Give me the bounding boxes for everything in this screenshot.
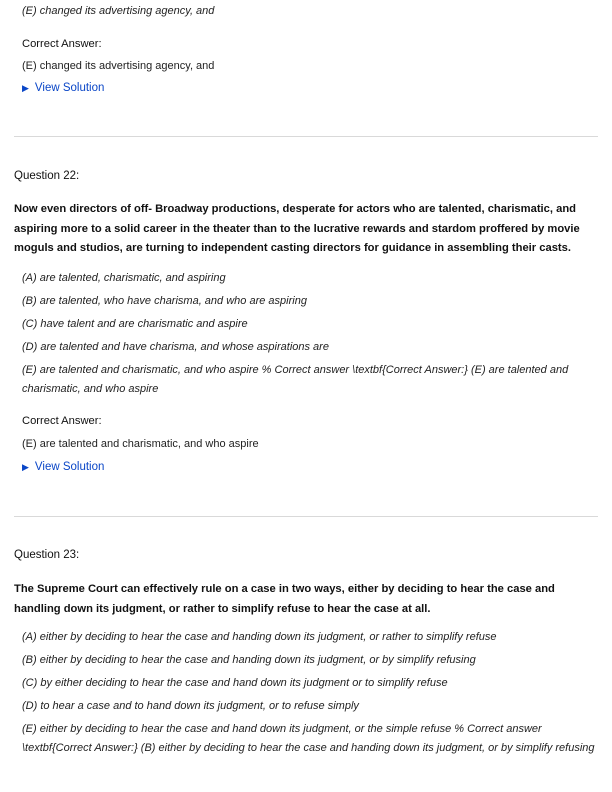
q23-option-a[interactable]: (A) either by deciding to hear the case and handing down its judgment, or rather to simplify refuse: [22, 631, 497, 643]
q22-correct-answer-value: (E) are talented and charismatic, and who aspire: [22, 438, 259, 450]
q22-correct-answer-label: Correct Answer:: [22, 415, 102, 427]
divider: [14, 516, 598, 517]
q22-view-solution-link[interactable]: [22, 461, 104, 473]
q23-option-c[interactable]: (C) by either deciding to hear the case and hand down its judgment or to simplify refuse: [22, 677, 448, 689]
q22-option-e[interactable]: (E) are talented and charismatic, and who aspire % Correct answer \textbf{Correct Answer:} (E) are talented and charismatic, and who aspire: [22, 364, 569, 395]
divider: [14, 136, 598, 137]
q23-option-d[interactable]: (D) to hear a case and to hand down its judgment, or to refuse simply: [22, 700, 359, 712]
triangle-right-icon: ▶: [22, 83, 29, 93]
q22-view-solution-label: View Solution: [34, 461, 105, 473]
q22-option-d[interactable]: (D) are talented and have charisma, and whose aspirations are: [22, 341, 329, 353]
prev-view-solution-label: View Solution: [34, 82, 105, 94]
prev-correct-answer-value: (E) changed its advertising agency, and: [22, 60, 215, 72]
question-22-stem: Now even directors of off- Broadway productions, desperate for actors who are talented, charismatic, and aspiring more to a solid career in the theater than to the lucrative rewards and stardom proffered by movie moguls and studios, are turning to independent casting directors for guidance in assembling their casts.: [14, 203, 580, 254]
question-22-title: Question 22:: [14, 170, 80, 182]
q23-option-e[interactable]: (E) either by deciding to hear the case and hand down its judgment, or the simple refuse % Correct answer \textbf{Correct Answer:} (B) either by deciding to hear the case and handing down its judgment, or by simplify refusing: [22, 723, 595, 754]
prev-option-e: (E) changed its advertising agency, and: [22, 5, 215, 17]
q22-option-a[interactable]: (A) are talented, charismatic, and aspiring: [22, 272, 226, 284]
q22-option-b[interactable]: (B) are talented, who have charisma, and who are aspiring: [22, 295, 307, 307]
q23-option-b[interactable]: (B) either by deciding to hear the case and handing down its judgment, or by simplify refusing: [22, 654, 476, 666]
q22-option-c[interactable]: (C) have talent and are charismatic and aspire: [22, 318, 248, 330]
question-23-stem: The Supreme Court can effectively rule on a case in two ways, either by deciding to hear the case and handling down its judgment, or rather to simplify refuse to hear the case at all.: [14, 583, 555, 615]
prev-correct-answer-label: Correct Answer:: [22, 38, 102, 50]
triangle-right-icon: ▶: [22, 462, 29, 472]
prev-view-solution-link[interactable]: [22, 82, 104, 94]
question-23-title: Question 23:: [14, 549, 80, 561]
